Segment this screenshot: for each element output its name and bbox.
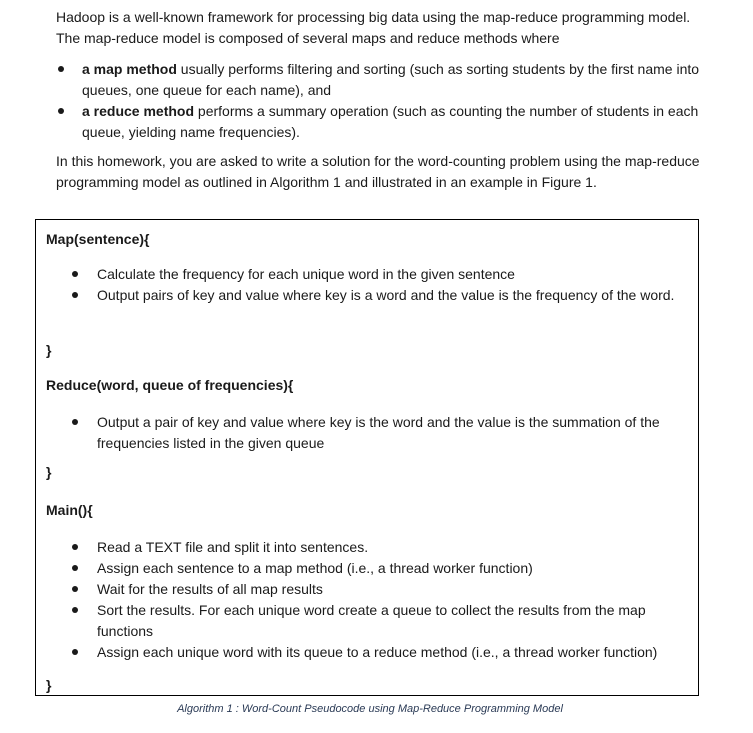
bullet-dot-icon: [72, 607, 78, 613]
map-steps-list: [72, 264, 682, 306]
list-item-text: Output a pair of key and value where key is the word and the value is the summation of the frequencies listed in the given queue: [97, 414, 660, 451]
bullet-dot-icon: [72, 292, 78, 298]
list-item-text: Assign each sentence to a map method (i.e., a thread worker function): [97, 560, 533, 576]
list-item-text: Calculate the frequency for each unique word in the given sentence: [97, 266, 515, 282]
list-item: [72, 264, 682, 285]
intro-bullet-list: [56, 59, 706, 143]
list-item-text: Output pairs of key and value where key is a word and the value is the frequency of the word.: [97, 287, 675, 303]
algorithm-caption: Algorithm 1 : Word-Count Pseudocode using Map-Reduce Programming Model: [177, 703, 563, 715]
bullet-text: usually performs filtering and sorting (such as sorting students by the first name into queues, one queue for each name), and: [82, 61, 700, 98]
reduce-function-header: Reduce(word, queue of frequencies){: [46, 377, 294, 393]
bullet-map-method: [56, 59, 706, 101]
bullet-text: performs a summary operation (such as counting the number of students in each queue, yielding name frequencies).: [82, 103, 699, 140]
reduce-steps-list: [72, 412, 682, 454]
bullet-bold-term: a reduce method: [82, 103, 195, 119]
bullet-dot-icon: [72, 544, 78, 550]
map-function-header: Map(sentence){: [46, 231, 150, 247]
bullet-reduce-method: [56, 101, 706, 143]
list-item-text: Sort the results. For each unique word create a queue to collect the results from the map functions: [97, 602, 646, 639]
bullet-dot-icon: [72, 565, 78, 571]
main-close-brace: }: [46, 677, 52, 693]
list-item: [72, 412, 682, 454]
bullet-dot-icon: [58, 108, 64, 114]
algorithm-box: [35, 219, 699, 696]
bullet-dot-icon: [72, 419, 78, 425]
list-item-text: Wait for the results of all map results: [97, 581, 323, 597]
list-item: [72, 537, 682, 558]
bullet-dot-icon: [58, 66, 64, 72]
list-item-text: Assign each unique word with its queue to a reduce method (i.e., a thread worker function): [97, 644, 658, 660]
intro-section: [56, 7, 706, 193]
list-item: [72, 642, 682, 663]
map-close-brace: }: [46, 342, 52, 358]
list-item: [72, 285, 682, 306]
list-item: [72, 558, 682, 579]
reduce-close-brace: }: [46, 464, 52, 480]
bullet-dot-icon: [72, 649, 78, 655]
list-item: [72, 600, 682, 642]
intro-paragraph-2: In this homework, you are asked to write a solution for the word-counting problem using the map-reduce programming model as outlined in Algorithm 1 and illustrated in an example in Figure 1.: [56, 153, 700, 190]
list-item-text: Read a TEXT file and split it into sentences.: [97, 539, 369, 555]
bullet-dot-icon: [72, 271, 78, 277]
main-function-header: Main(){: [46, 502, 93, 518]
bullet-dot-icon: [72, 586, 78, 592]
bullet-bold-term: a map method: [82, 61, 177, 77]
intro-paragraph-1: Hadoop is a well-known framework for processing big data using the map-reduce programming model. The map-reduce model is composed of several maps and reduce methods where: [56, 9, 691, 46]
main-steps-list: [72, 537, 682, 663]
list-item: [72, 579, 682, 600]
